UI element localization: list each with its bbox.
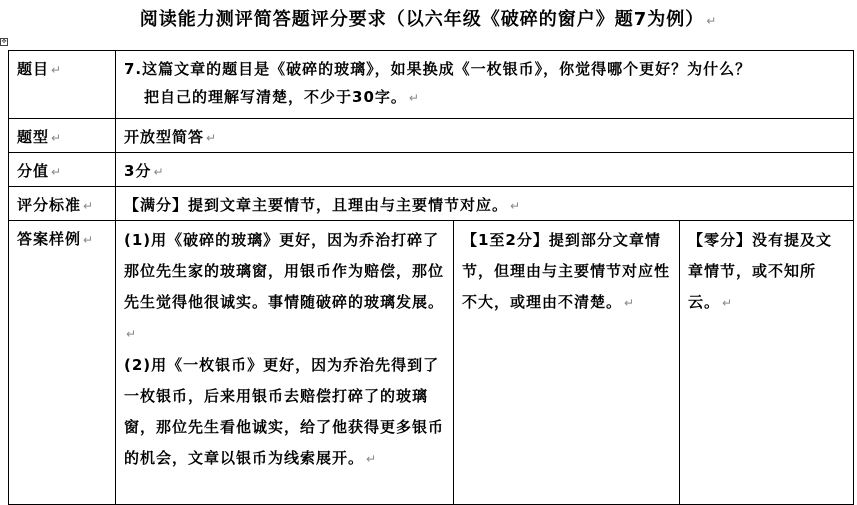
- label-score-text: 分值: [17, 162, 50, 180]
- label-criteria-text: 评分标准: [17, 196, 82, 214]
- page-title-text: 阅读能力测评简答题评分要求（以六年级《破碎的窗户》题7为例）: [139, 9, 705, 30]
- cell-sample-zero: [680, 221, 854, 505]
- label-criteria: [9, 187, 116, 221]
- cell-sample-partial: [454, 221, 680, 505]
- sample-full-2: (2)用《一枚银币》更好，因为乔治先得到了一枚银币，后来用银币去赔偿打碎了的玻璃窗，那位先生看他诚实，给了他获得更多银币的机会，文章以银币为线索展开。: [124, 356, 445, 467]
- row-question: [9, 51, 854, 119]
- paragraph-mark-icon: ↵: [366, 452, 378, 466]
- paragraph-mark-icon: ↵: [51, 63, 63, 77]
- paragraph-mark-icon: ↵: [126, 327, 138, 341]
- paragraph-mark-icon: ↵: [722, 296, 734, 310]
- paragraph-mark-icon: ↵: [83, 199, 95, 213]
- sample-partial: 【1至2分】提到部分文章情节，但理由与主要情节对应性不大，或理由不清楚。: [462, 231, 671, 311]
- question-line-2: 把自己的理解写清楚，不少于30字。: [144, 88, 407, 106]
- cell-score: [116, 153, 854, 187]
- question-line-1: 7.这篇文章的题目是《破碎的玻璃》，如果换成《一枚银币》，你觉得哪个更好？为什么？: [124, 60, 752, 78]
- paragraph-mark-icon: ↵: [408, 91, 420, 105]
- paragraph-mark-icon: ↵: [706, 14, 718, 28]
- score-value: 3分: [124, 162, 152, 180]
- paragraph-mark-icon: ↵: [206, 131, 218, 145]
- label-question: [9, 51, 116, 119]
- paragraph-mark-icon: ↵: [51, 165, 63, 179]
- table-move-handle-icon[interactable]: ✥: [1, 38, 7, 45]
- page-title: [0, 6, 857, 34]
- row-samples: [9, 221, 854, 505]
- cell-type: [116, 119, 854, 153]
- criteria-value: 【满分】提到文章主要情节，且理由与主要情节对应。: [124, 196, 509, 214]
- cell-question: [116, 51, 854, 119]
- label-samples: [9, 221, 116, 505]
- sample-full-1: (1)用《破碎的玻璃》更好，因为乔治打碎了那位先生家的玻璃窗，用银币作为赔偿，那位先生觉得他很诚实。事情随破碎的玻璃发展。: [124, 231, 445, 311]
- paragraph-mark-icon: ↵: [624, 296, 636, 310]
- label-score: [9, 153, 116, 187]
- cell-sample-full: [116, 221, 454, 505]
- row-criteria: [9, 187, 854, 221]
- label-type: [9, 119, 116, 153]
- scoring-table: [8, 50, 854, 505]
- row-score: [9, 153, 854, 187]
- paragraph-mark-icon: ↵: [153, 165, 165, 179]
- label-samples-text: 答案样例: [17, 230, 82, 248]
- label-type-text: 题型: [17, 128, 50, 146]
- type-value: 开放型简答: [124, 128, 205, 146]
- row-type: [9, 119, 854, 153]
- paragraph-mark-icon: ↵: [51, 131, 63, 145]
- paragraph-mark-icon: ↵: [83, 233, 95, 247]
- paragraph-mark-icon: ↵: [510, 199, 522, 213]
- sample-zero: 【零分】没有提及文章情节，或不知所云。: [688, 231, 833, 311]
- label-question-text: 题目: [17, 60, 50, 78]
- cell-criteria: [116, 187, 854, 221]
